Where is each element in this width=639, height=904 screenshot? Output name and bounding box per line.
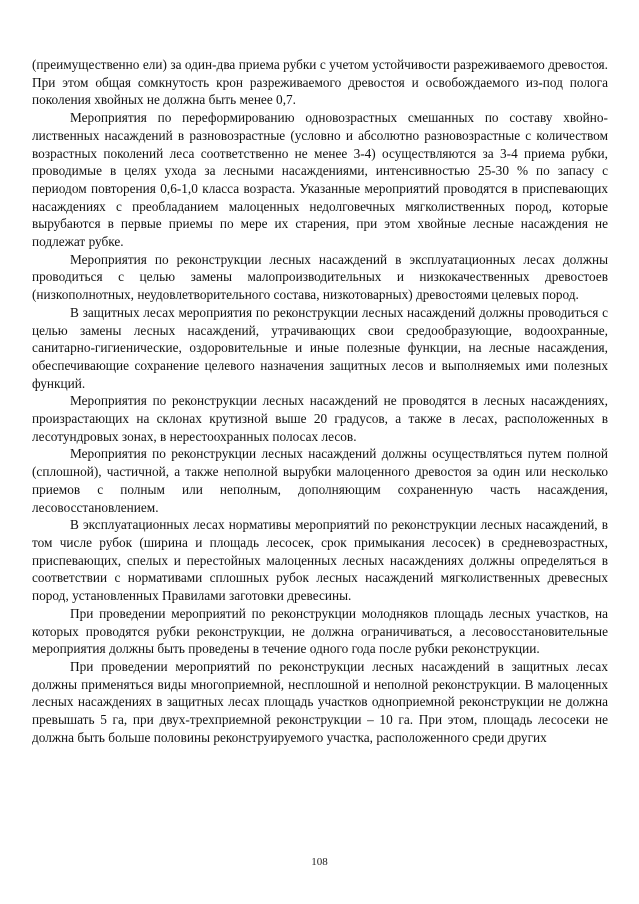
paragraph-9: При проведении мероприятий по реконструкции лесных насаждений в защитных лесах должны применяться виды многоприемной, несплошной и неполной реконструкции. В малоценных лесных насаждениях в защитных лесах площадь участков одноприемной реконструкции не должна превышать 5 га, при двух-трехприемной реконструкции – 10 га. При этом, площадь лесосеки не должна быть больше половины реконструируемого участка, расположенного среди других <box>32 658 608 745</box>
page-number: 108 <box>311 856 328 868</box>
paragraph-7: В эксплуатационных лесах нормативы мероприятий по реконструкции лесных насаждений, в том числе рубок (ширина и площадь лесосек, срок примыкания лесосек) в средневозрастных, приспевающих, спелых и перестойных малоценных лесных насаждениях должны определяться в соответствии с нормативами сплошных рубок лесных насаждений мягколиственных древесных пород, установленных Правилами заготовки древесины. <box>32 517 608 604</box>
paragraph-8: При проведении мероприятий по реконструкции молодняков площадь лесных участков, на которых проводятся рубки реконструкции, не должна ограничиваться, а лесовосстановительные мероприятия должны быть проведены в течение одного года после рубки реконструкции. <box>32 605 608 657</box>
paragraph-4: В защитных лесах мероприятия по реконструкции лесных насаждений должны проводиться с целью замены лесных насаждений, утрачивающих свои средообразующие, водоохранные, санитарно-гигиенические, оздоровительные и иные полезные функции, на лесные насаждения, обеспечивающие сохранение целевого назначения защитных лесов и выполняемых ими полезных функций. <box>32 304 608 391</box>
paragraph-1: (преимущественно ели) за один-два приема рубки с учетом устойчивости разреживаемого древостоя. При этом общая сомкнутость крон разреживаемого древостоя и освобождаемого из-под полога поколения хвойных не должна быть менее 0,7. <box>32 57 608 108</box>
paragraph-5: Мероприятия по реконструкции лесных насаждений не проводятся в лесных насаждениях, произрастающих на склонах крутизной выше 20 градусов, а также в лесах, расположенных в лесотундровых зонах, в нерестоохранных полосах лесов. <box>32 393 608 444</box>
paragraph-6: Мероприятия по реконструкции лесных насаждений должны осуществляться путем полной (сплошной), частичной, а также неполной вырубки малоценного древостоя за один или несколько приемов с полным или неполным, дополняющим сохраненную часть насаждения, лесовосстановлением. <box>32 446 608 515</box>
paragraph-2: Мероприятия по переформированию одновозрастных смешанных по составу хвойно-лиственных насаждений в разновозрастные (условно и абсолютно разновозрастные с количеством возрастных поколений леса соответственно не менее 3-4) осуществляются за 3-4 приема рубки, проводимые в целях ухода за лесными насаждениями, интенсивностью 25-30 % по запасу с периодом повторения 0,6-1,0 класса возраста. Указанные мероприятий проводятся в приспевающих насаждениях с преобладанием малоценных недолговечных мягколиственных пород, которые вырубаются в первые приемы по мере их старения, при этом хвойные лесные насаждения не подлежат рубке. <box>32 110 608 250</box>
body-text <box>32 56 608 746</box>
paragraph-3: Мероприятия по реконструкции лесных насаждений в эксплуатационных лесах должны проводиться с целью замены малопроизводительных и низкокачественных древостоев (низкополнотных, неудовлетворительного состава, низкотоварных) древостоями целевых пород. <box>32 251 608 303</box>
